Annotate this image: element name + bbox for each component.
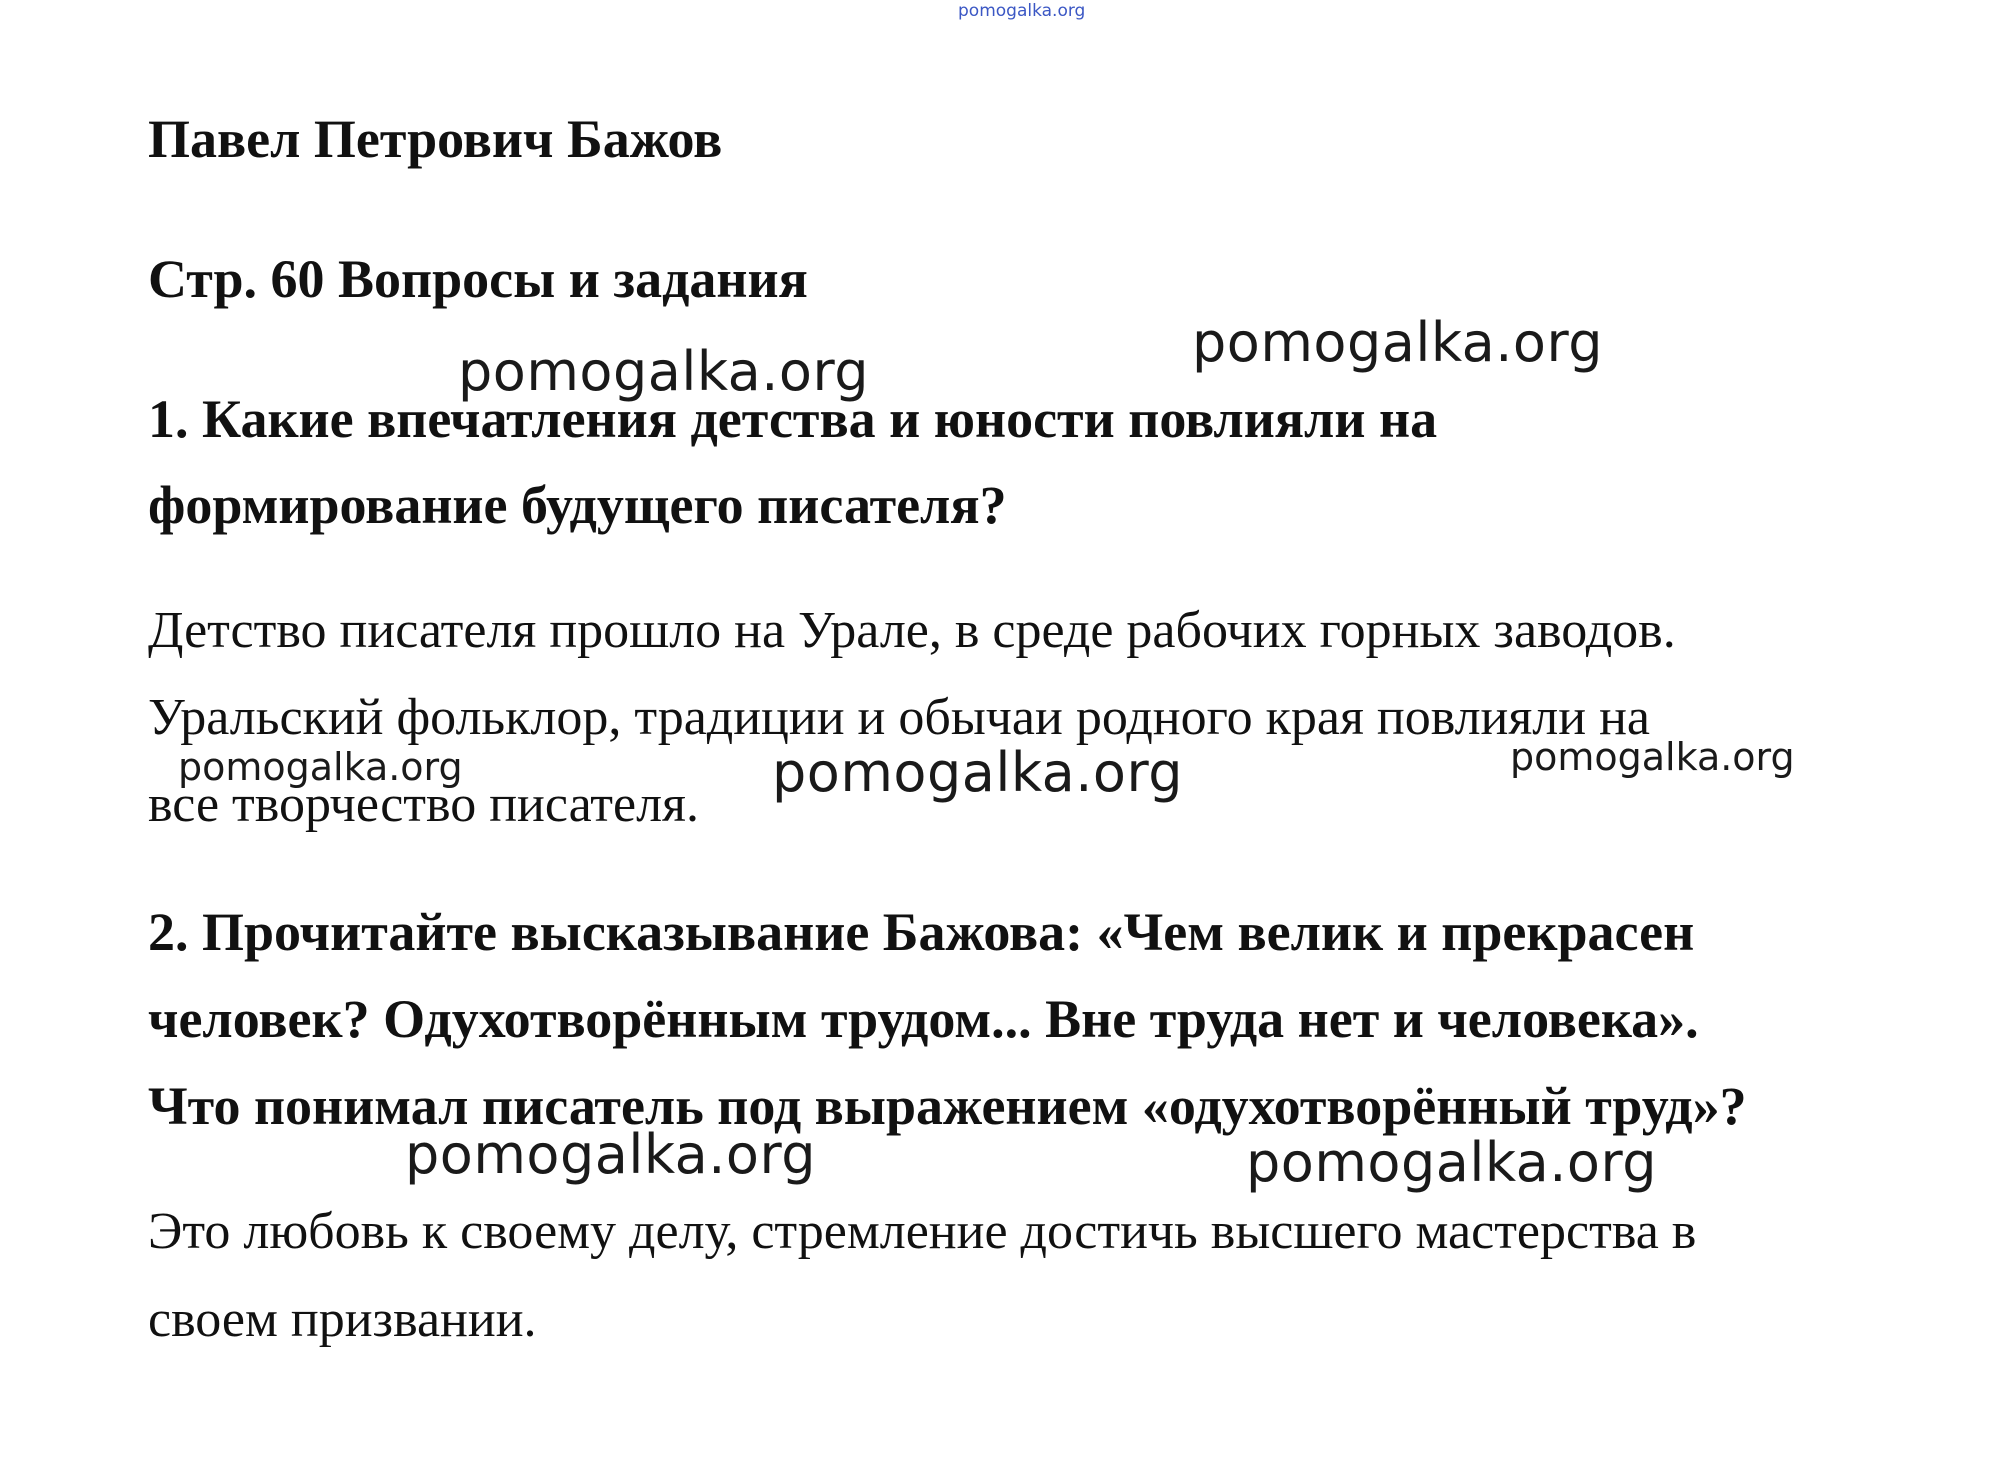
- watermark-3: pomogalka.org: [178, 745, 463, 789]
- answer-1-line-3: все творчество писателя.: [148, 776, 699, 833]
- watermark-6: pomogalka.org: [405, 1123, 816, 1186]
- question-2-line-2: человек? Одухотворённым трудом... Вне труда нет и человека».: [148, 989, 1699, 1049]
- answer-1-line-1: Детство писателя прошло на Урале, в среде рабочих горных заводов.: [148, 602, 1676, 659]
- answer-2-line-1: Это любовь к своему делу, стремление достичь высшего мастерства в: [148, 1203, 1697, 1260]
- answer-2-line-2: своем призвании.: [148, 1291, 537, 1348]
- author-title: Павел Петрович Бажов: [148, 109, 723, 169]
- section-title: Стр. 60 Вопросы и задания: [148, 249, 808, 309]
- answer-1-line-2: Уральский фольклор, традиции и обычаи родного края повлияли на: [148, 689, 1650, 746]
- question-2-line-1: 2. Прочитайте высказывание Бажова: «Чем велик и прекрасен: [148, 902, 1695, 962]
- question-1-line-1: 1. Какие впечатления детства и юности повлияли на: [148, 389, 1438, 449]
- watermark-4: pomogalka.org: [772, 741, 1183, 804]
- watermark-5: pomogalka.org: [1510, 735, 1795, 779]
- question-1-line-2: формирование будущего писателя?: [148, 475, 1007, 535]
- question-2-line-3: Что понимал писатель под выражением «одухотворённый труд»?: [148, 1076, 1747, 1136]
- watermark-2: pomogalka.org: [1192, 311, 1603, 374]
- watermark-7: pomogalka.org: [1246, 1131, 1657, 1194]
- watermark-1: pomogalka.org: [458, 340, 869, 403]
- top-watermark: pomogalka.org: [958, 1, 1086, 21]
